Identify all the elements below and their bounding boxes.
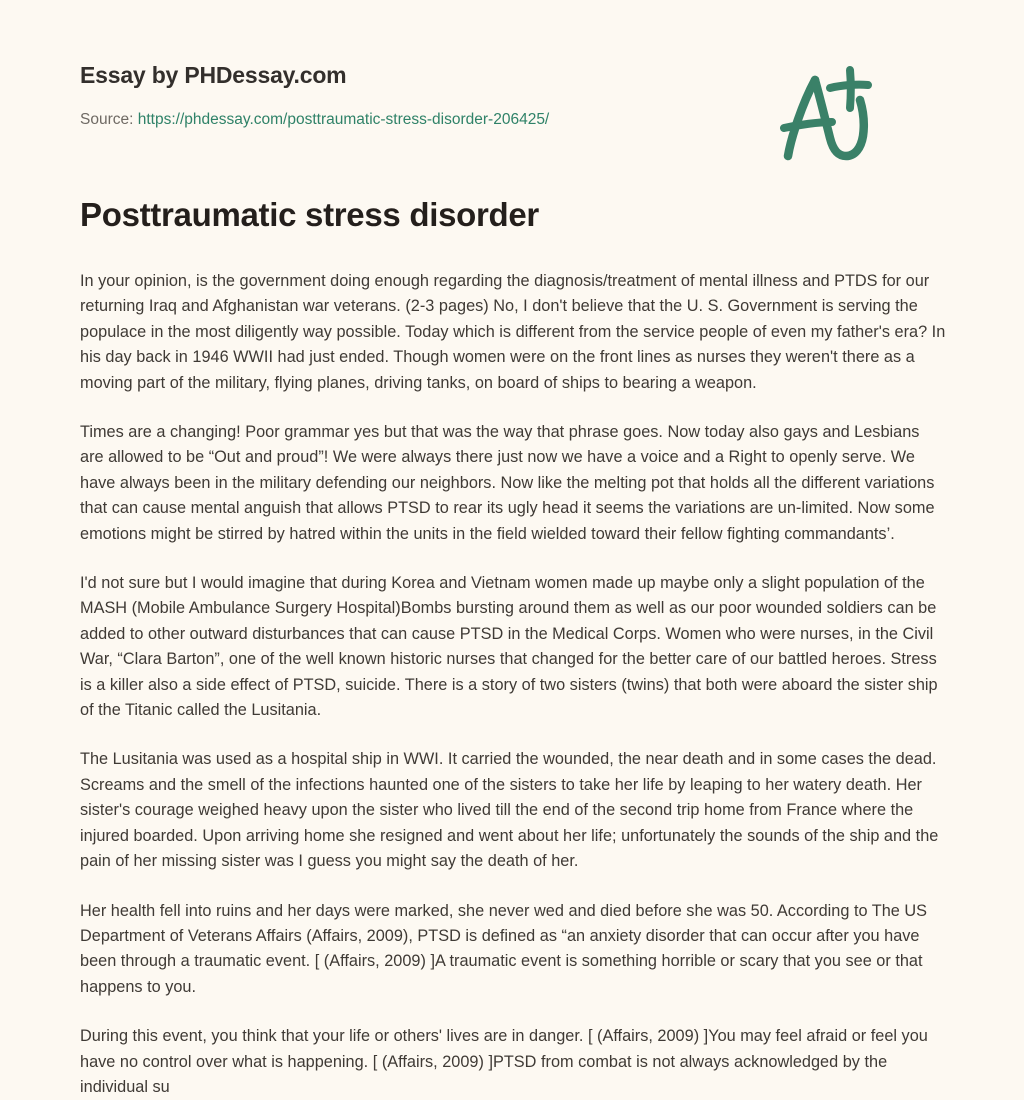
article-body (80, 269, 946, 1100)
source-url-link[interactable]: https://phdessay.com/posttraumatic-stress-disorder-206425/ (137, 110, 550, 128)
paragraph: In your opinion, is the government doing enough regarding the diagnosis/treatment of mental illness and PTDS for our returning Iraq and Afghanistan war veterans. (2-3 pages) No, I don't believe that the U. S. Government is serving the populace in the most diligently way possible. Today which is different from the service people of even my father's era? In his day back in 1946 WWII had just ended. Though women were on the front lines as nurses they weren't there as a moving part of the military, flying planes, driving tanks, on board of ships to bearing a weapon. (80, 271, 946, 392)
source-line (80, 110, 944, 130)
paragraph: During this event, you think that your life or others' lives are in danger. [ (Affairs, 2009) ]You may feel afraid or feel you have no control over what is happening. [ (Affairs, 2009) ]PTSD from combat is not always acknowledged by the individual su (80, 1027, 928, 1096)
source-label: Source: (80, 110, 134, 128)
brand-title: Essay by PHDessay.com (80, 62, 347, 88)
paragraph: The Lusitania was used as a hospital ship in WWI. It carried the wounded, the near death and in some cases the dead. Screams and the smell of the infections haunted one of the sisters to take her life by leaping to her watery death. Her sister's courage weighed heavy upon the sister who lived till the end of the second trip home from France where the injured boarded. Upon arriving home she resigned and went about her life; unfortunately the sounds of the ship and the pain of her missing sister was I guess you might say the death of her. (80, 750, 939, 871)
paragraph: Her health fell into ruins and her days were marked, she never wed and died before she was 50. According to The US Department of Veterans Affairs (Affairs, 2009), PTSD is defined as “an anxiety disorder that can occur after you have been through a traumatic event. [ (Affairs, 2009) ]A traumatic event is something horrible or scary that you see or that happens to you. (80, 901, 928, 996)
page-header (80, 0, 944, 130)
page-title: Posttraumatic stress disorder (80, 195, 539, 233)
paragraph: I'd not sure but I would imagine that during Korea and Vietnam women made up maybe only a slight population of the MASH (Mobile Ambulance Surgery Hospital)Bombs bursting around them as well as our poor wounded soldiers can be added to other outward disturbances that can cause PTSD in the Medical Corps. Women who were nurses, in the Civil War, “Clara Barton”, one of the well known historic nurses that changed for the better care of our battled heroes. Stress is a killer also a side effect of PTSD, suicide. There is a story of two sisters (twins) that both were aboard the sister ship of the Titanic called the Lusitania. (80, 574, 938, 720)
paragraph: Times are a changing! Poor grammar yes but that was the way that phrase goes. Now today also gays and Lesbians are allowed to be “Out and proud”! We were always there just now we have a voice and a Right to openly serve. We have always been in the military defending our neighbors. Now like the melting pot that holds all the different variations that can cause mental anguish that allows PTSD to rear its ugly head it seems the variations are un-limited. Now some emotions might be stirred by hatred within the units in the field wielded toward their fellow fighting commandants’. (80, 423, 935, 543)
